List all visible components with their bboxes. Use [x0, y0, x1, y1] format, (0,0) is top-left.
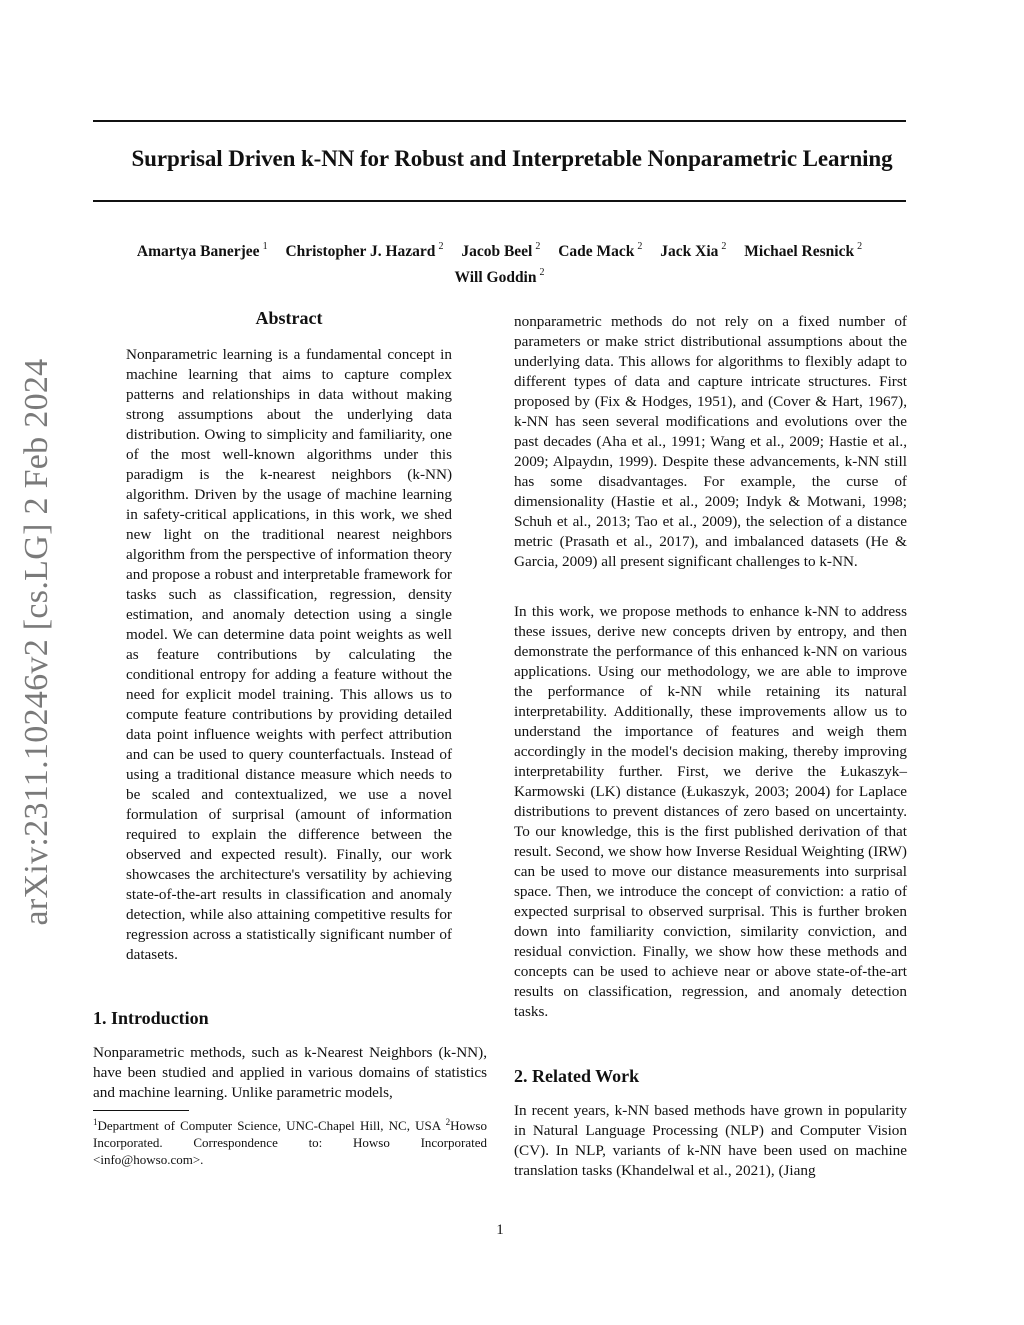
author-affil: 2 — [438, 241, 444, 252]
author-name: Cade Mack — [558, 243, 635, 260]
author-name: Jacob Beel — [461, 243, 533, 260]
author — [461, 236, 540, 262]
paragraph-text: nonparametric methods do not rely on a fixed number of parameters or make strict distributional assumptions about the underlying data. This allows for algorithms to flexibly adapt to different types of data and capture intricate structures. First proposed by (Fix & Hodges, 1951), and (Cover & Hart, 1967), k-NN has seen several modifications and evolutions over the past decades (Aha et al., 1991; Wang et al., 2009; Hastie et al., 2009; Alpaydın, 1999). Despite these advancements, k-NN still has some disadvantages. For example, the curse of dimensionality (Hastie et al., 2009; Indyk & Motwani, 1998; Schuh et al., 2013; Tao et al., 2009), the selection of a distance metric (Prasath et al., 2017), and imbalanced datasets (He & Garcia, 2009) all present significant challenges to k-NN. — [514, 313, 907, 570]
author — [455, 262, 545, 288]
footnote-affiliation-2: Howso Incorporated. Correspondence to: Howso Incorporated <info@howso.com>. — [93, 1118, 487, 1167]
footnote-affiliation-1: Department of Computer Science, UNC-Chapel Hill, NC, USA — [97, 1118, 446, 1133]
right-column-paragraph-1 — [514, 312, 907, 572]
author-affil: 2 — [539, 267, 545, 278]
footnote-marker: 2 — [445, 1117, 451, 1127]
author-name: Jack Xia — [660, 243, 719, 260]
related-work-text: In recent years, k-NN based methods have grown in popularity in Natural Language Processing (NLP) and Computer Vision (CV). In NLP, variants of k-NN have been used on machine translation tasks (Khandelwal et al., 2021), (Jiang — [514, 1102, 907, 1179]
author — [660, 236, 726, 262]
author-affil: 1 — [262, 241, 268, 252]
author-list — [93, 236, 906, 288]
footnote — [93, 1114, 487, 1168]
author — [558, 236, 642, 262]
arxiv-identifier: arXiv:2311.10246v2 [cs.LG] 2 Feb 2024 — [18, 358, 55, 926]
footnote-marker: 1 — [93, 1117, 98, 1127]
page-number: 1 — [496, 1222, 504, 1238]
right-column-paragraph-2 — [514, 602, 907, 1022]
author-name: Will Goddin — [454, 269, 537, 286]
abstract-body — [126, 345, 452, 965]
abstract-text: Nonparametric learning is a fundamental concept in machine learning that aims to capture complex patterns and relationships in data without making strong assumptions about the underlying data distribution. Owing to simplicity and familiarity, one of the most well-known algorithms under this paradigm is the k-nearest neighbors (k-NN) algorithm. Driven by the usage of machine learning in safety-critical applications, in this work, we shed new light on the traditional nearest neighbors algorithm from the perspective of information theory and propose a robust and interpretable framework for tasks such as classification, regression, density estimation, and anomaly detection using a single model. We can determine data point weights as well as feature contributions by calculating the conditional entropy for adding a feature without the need for explicit model training. This allows us to compute feature contributions by providing detailed data point influence weights with perfect attribution and can be used to query counterfactuals. Instead of using a traditional distance measure which needs to be scaled and contextualized, we use a novel formulation of surprisal (amount of information required to explain the difference between the observed and expected result). Finally, our work showcases the architecture's versatility by achieving state-of-the-art results in classification and anomaly detection, while also attaining competitive results for regression across a statistically significant number of datasets. — [126, 346, 452, 963]
author — [137, 236, 268, 262]
author-affil: 2 — [637, 241, 643, 252]
author-affil: 2 — [721, 241, 727, 252]
paragraph-text: In this work, we propose methods to enhance k-NN to address these issues, derive new concepts driven by entropy, and then demonstrate the performance of this enhanced k-NN on various applications. Using our methodology, we are able to improve the performance of k-NN while retaining its natural interpretability. Additionally, these improvements allow us to understand the importance of features and weigh them accordingly in the model's decision making, thereby improving interpretability further. First, we derive the Łukaszyk–Karmowski (LK) distance (Łukaszyk, 2003; 2004) for Laplace distributions to prevent distances of zero based on uncertainty. To our knowledge, this is the first published derivation of that result. Second, we show how Inverse Residual Weighting (IRW) can be used to move our distance measurements into surprisal space. Then, we introduce the concept of conviction: a ratio of expected surprisal to observed surprisal. This is further broken down into familiarity conviction, similarity conviction, and residual conviction. Finally, we show how these methods and concepts can be used to achieve near or above state-of-the-art results on classification, regression, and anomaly detection tasks. — [514, 603, 907, 1020]
author-name: Michael Resnick — [744, 243, 855, 260]
abstract-heading: Abstract — [255, 308, 323, 328]
author — [285, 236, 443, 262]
introduction-heading: 1. Introduction — [93, 1008, 209, 1028]
title-rule-bottom — [93, 200, 906, 202]
author-affil: 2 — [535, 241, 541, 252]
author-affil: 2 — [857, 241, 863, 252]
author-name: Amartya Banerjee — [136, 243, 260, 260]
footnote-rule — [93, 1110, 189, 1111]
author-name: Christopher J. Hazard — [285, 243, 436, 260]
introduction-text: Nonparametric methods, such as k-Nearest Neighbors (k-NN), have been studied and applied in various domains of statistics and machine learning. Unlike parametric models, — [93, 1044, 487, 1101]
introduction-body — [93, 1043, 487, 1103]
title-rule-top — [93, 120, 906, 122]
author — [744, 236, 862, 262]
related-work-heading: 2. Related Work — [514, 1066, 640, 1086]
related-work-body — [514, 1101, 907, 1181]
paper-title: Surprisal Driven k-NN for Robust and Interpretable Nonparametric Learning — [131, 146, 893, 171]
